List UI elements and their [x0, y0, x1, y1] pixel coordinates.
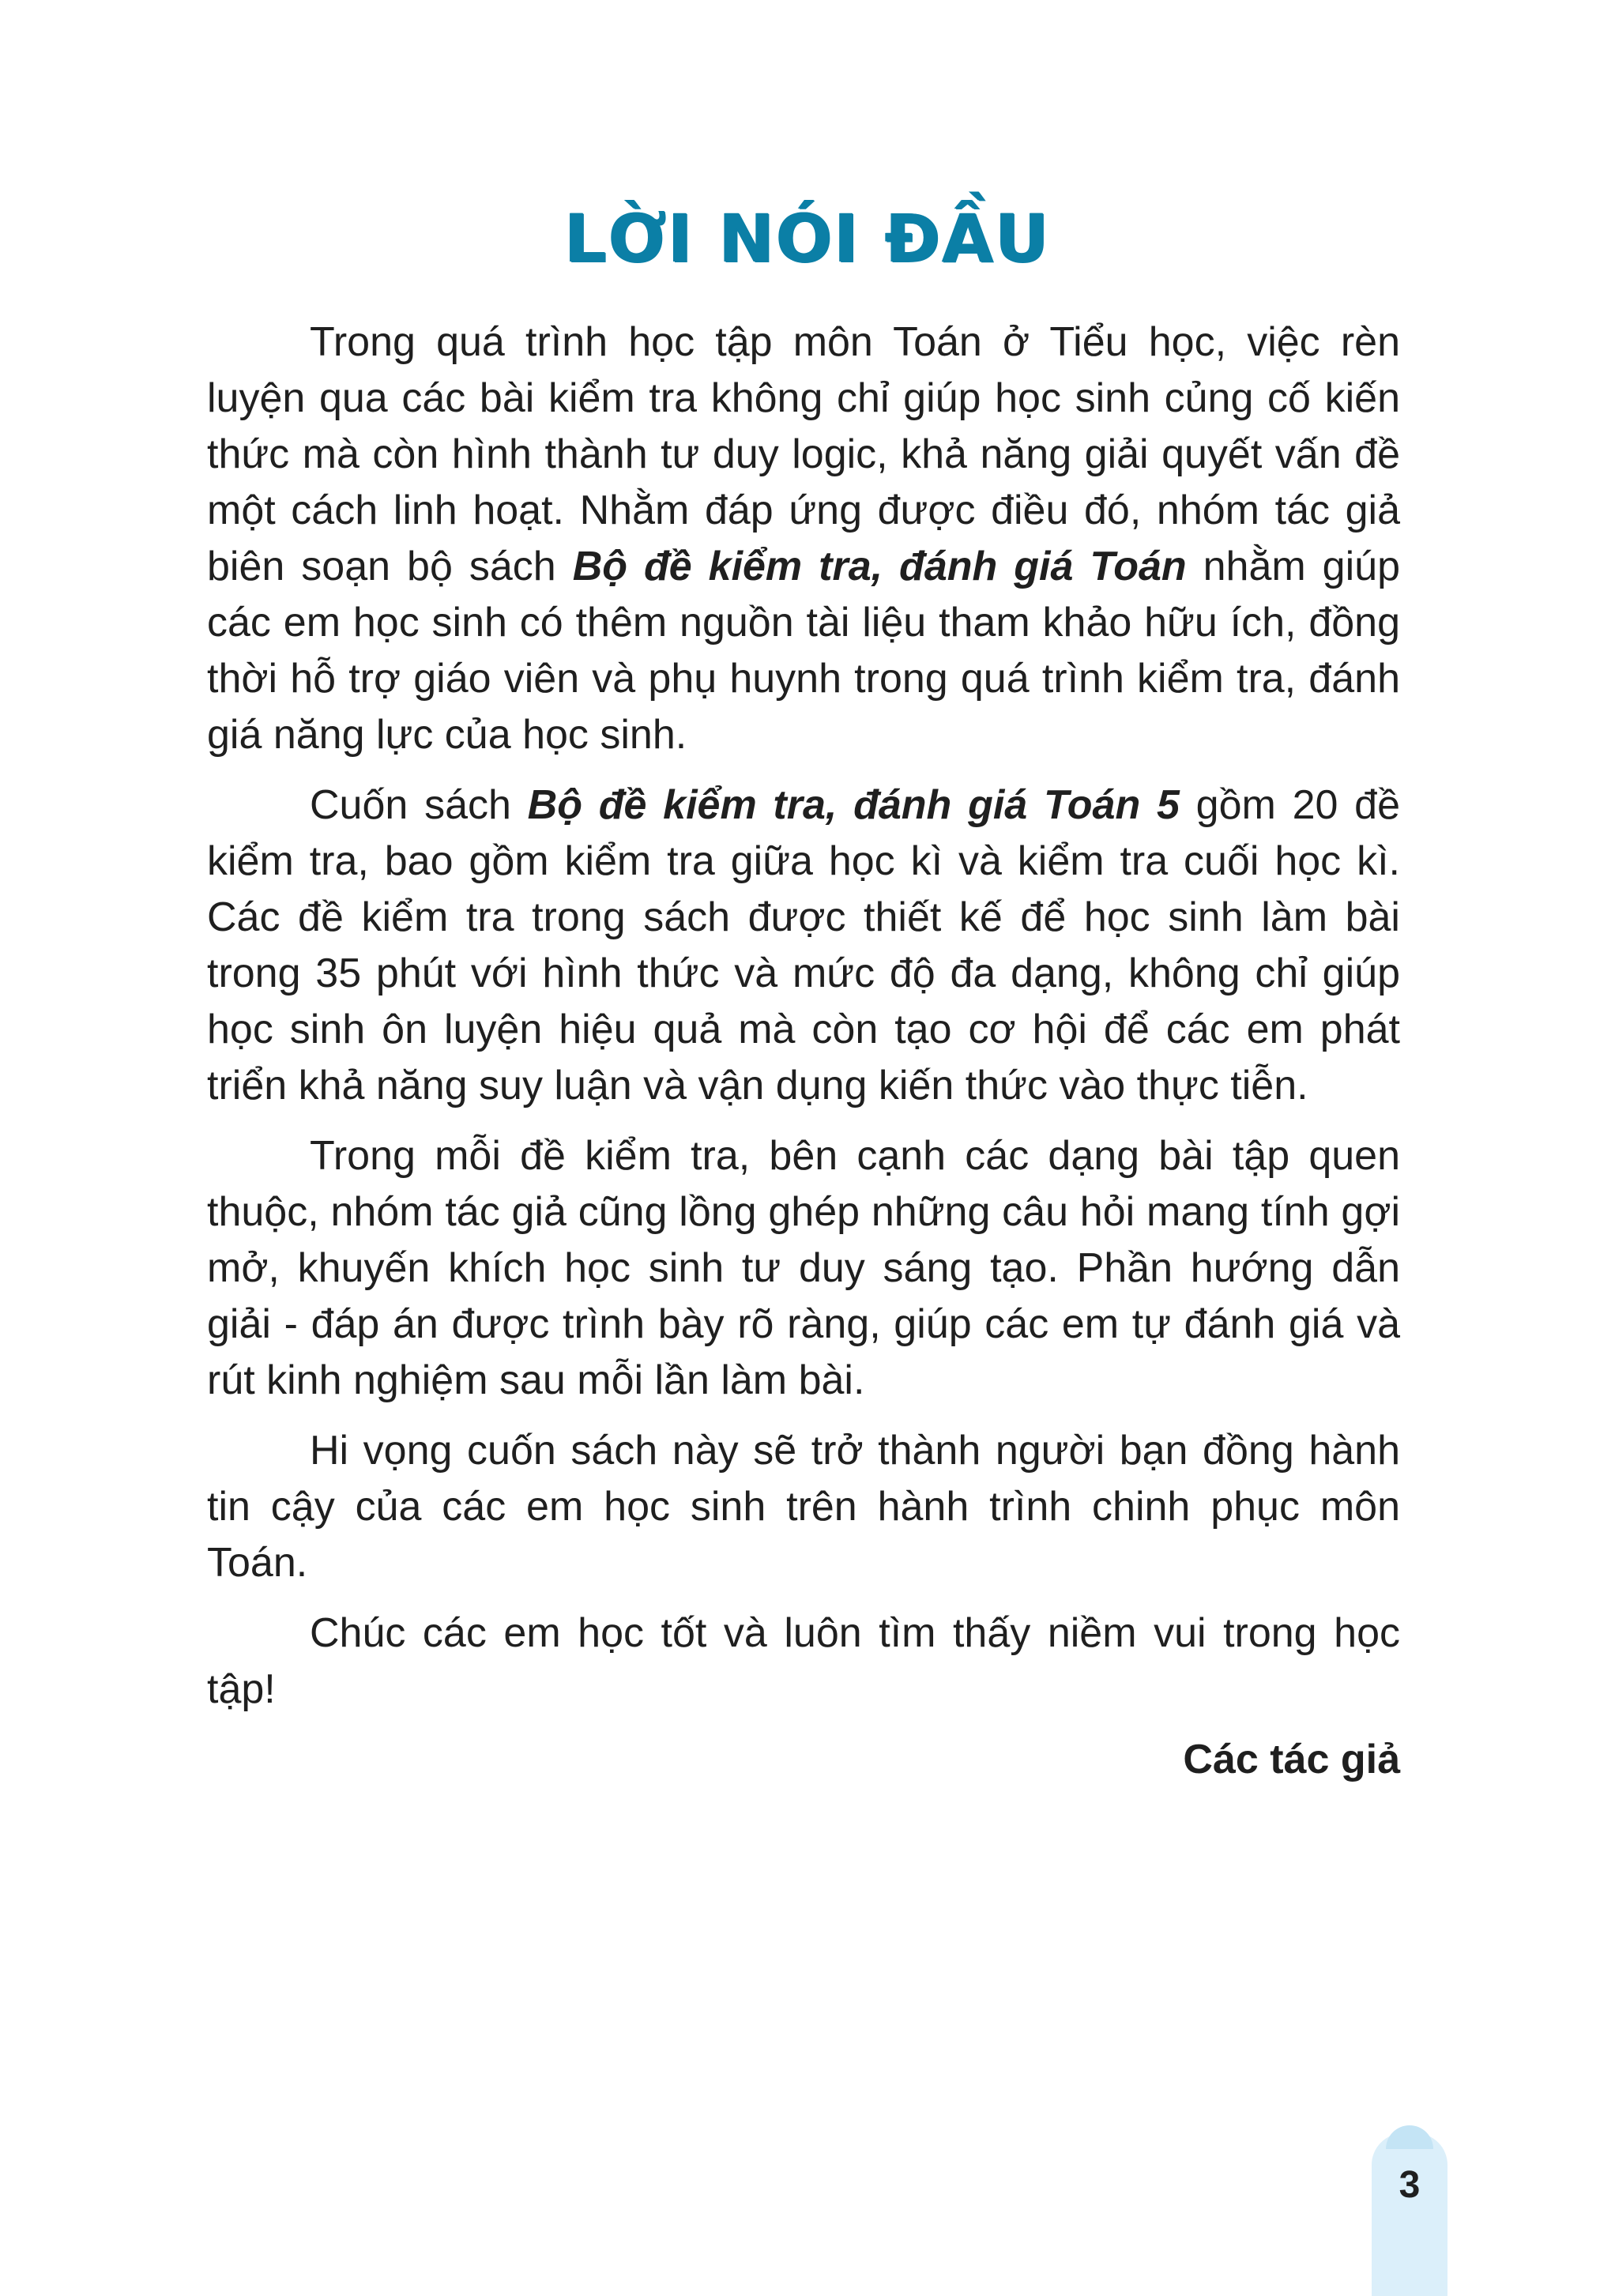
- paragraph-3: Trong mỗi đề kiểm tra, bên cạnh các dạng bài tập quen thuộc, nhóm tác giả cũng lồng ghép những câu hỏi mang tính gợi mở, khuyến khích học sinh tư duy sáng tạo. Phần hướng dẫn giải - đáp án được trình bày rõ ràng, giúp các em tự đánh giá và rút kinh nghiệm sau mỗi lần làm bài.: [207, 1133, 1400, 1403]
- preface-body: [207, 314, 1400, 1788]
- paragraph-2-text-start: Cuốn sách: [310, 782, 528, 828]
- page-number-tab: [1372, 2133, 1447, 2296]
- paragraph-2: [207, 777, 1400, 1114]
- signature: Các tác giả: [1183, 1737, 1400, 1782]
- paragraph-1-text-start: Trong quá trình học tập môn Toán ở Tiểu học, việc rèn luyện qua các bài kiểm tra không chỉ giúp học sinh củng cố kiến thức mà còn hình thành tư duy logic, khả năng giải quyết vấn đề một cách linh hoạt. Nhằm đáp ứng được điều đó, nhóm tác giả biên soạn bộ sách: [207, 319, 1400, 589]
- paragraph-2-text-end: gồm 20 đề kiểm tra, bao gồm kiểm tra giữa học kì và kiểm tra cuối học kì. Các đề kiểm tra trong sách được thiết kế để học sinh làm bài trong 35 phút với hình thức và mức độ đa dạng, không chỉ giúp học sinh ôn luyện hiệu quả mà còn tạo cơ hội để các em phát triển khả năng suy luận và vận dụng kiến thức vào thực tiễn.: [207, 782, 1400, 1108]
- paragraph-4: Hi vọng cuốn sách này sẽ trở thành người bạn đồng hành tin cậy của các em học sinh trên hành trình chinh phục môn Toán.: [207, 1428, 1400, 1586]
- paragraph-1: [207, 314, 1400, 763]
- page-title: LỜI NÓI ĐẦU: [564, 200, 1051, 278]
- page-number: 3: [1399, 2164, 1421, 2206]
- book-title-emphasis-5: Bộ đề kiểm tra, đánh giá Toán 5: [527, 782, 1180, 828]
- book-title-emphasis: Bộ đề kiểm tra, đánh giá Toán: [572, 544, 1187, 589]
- paragraph-1-text-end: nhằm giúp các em học sinh có thêm nguồn tài liệu tham khảo hữu ích, đồng thời hỗ trợ giáo viên và phụ huynh trong quá trình kiểm tra, đánh giá năng lực của học sinh.: [207, 544, 1400, 758]
- paragraph-5: Chúc các em học tốt và luôn tìm thấy niềm vui trong học tập!: [207, 1610, 1400, 1712]
